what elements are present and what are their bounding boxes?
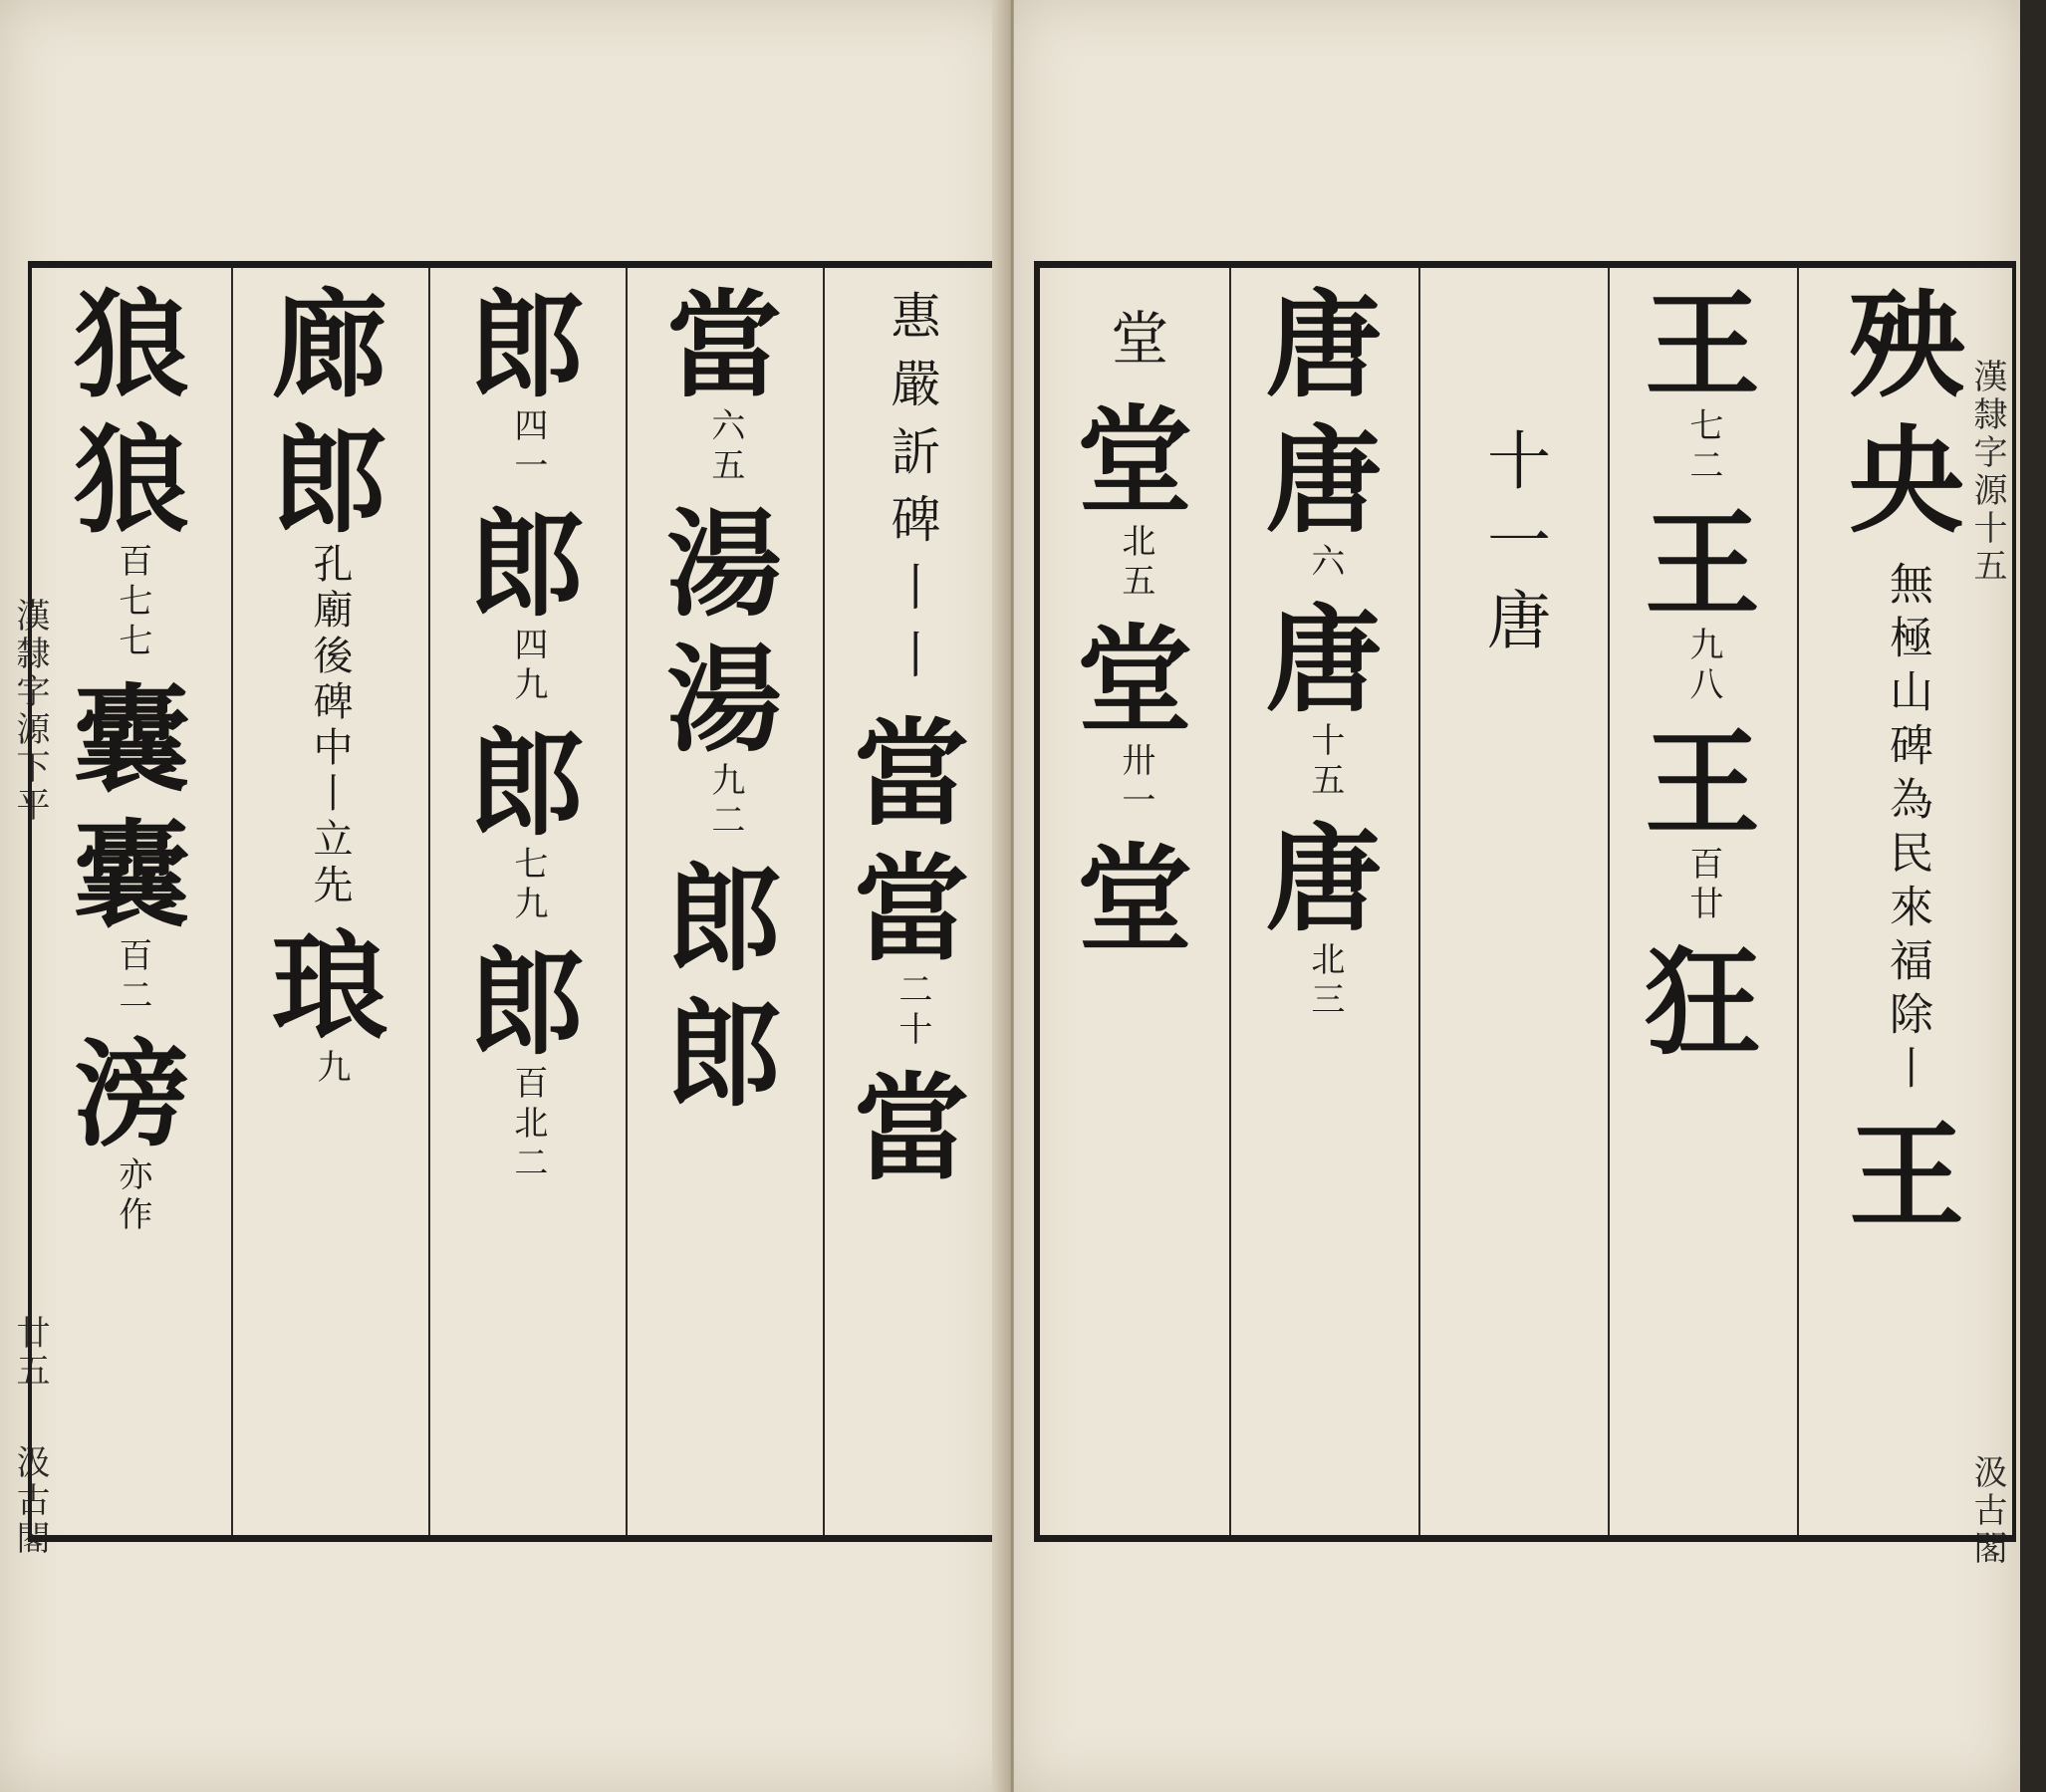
- glyph: 狼: [74, 413, 189, 549]
- glyph: 唐: [1266, 278, 1382, 413]
- glyph: 湯: [666, 497, 782, 633]
- annotation: 七二: [1682, 407, 1723, 487]
- left-col-1: [823, 268, 1000, 1535]
- annotation: 九二: [704, 762, 745, 842]
- glyph: 王: [1849, 1109, 1964, 1244]
- annotation: 十五: [1304, 722, 1345, 802]
- glyph: 堂: [1077, 613, 1192, 748]
- left-col-5: [32, 268, 233, 1535]
- annotation: 九八: [1682, 627, 1723, 706]
- annotation: 孔廟後碑中丨立先: [307, 543, 353, 909]
- glyph: 滂: [74, 1027, 189, 1162]
- right-margin-title: 漢隸字源十五: [1967, 359, 2007, 586]
- note-line: 惠嚴訢碑丨丨: [883, 290, 941, 696]
- annotation: 百二: [112, 937, 152, 1017]
- right-col-5: [1040, 268, 1231, 1535]
- glyph: 當: [666, 278, 782, 413]
- annotation: 亦作: [112, 1156, 152, 1236]
- left-margin-title: 漢隸字源下平: [10, 598, 50, 825]
- glyph: 狼: [74, 278, 189, 413]
- section-heading: 十一唐: [1476, 427, 1550, 666]
- annotation: 卅一: [1115, 742, 1155, 822]
- annotation: 四一: [507, 407, 548, 487]
- annotation: 七九: [507, 846, 548, 925]
- glyph: 殃: [1849, 278, 1964, 413]
- glyph: 郎: [469, 716, 585, 852]
- annotation: 六: [1304, 543, 1345, 583]
- annotation: 百北二: [507, 1065, 548, 1184]
- glyph: 當: [854, 706, 969, 842]
- glyph: 郎: [666, 987, 782, 1123]
- glyph: 王: [1645, 497, 1760, 633]
- annotation: 六五: [704, 407, 745, 487]
- right-col-2: [1608, 268, 1799, 1535]
- glyph: 當: [854, 1061, 969, 1196]
- left-margin-page: 廿五: [10, 1315, 50, 1391]
- glyph: 郎: [272, 413, 387, 549]
- left-page: [0, 0, 1010, 1792]
- annotation: 二十: [892, 971, 932, 1051]
- right-text-frame: [1034, 261, 2016, 1542]
- glyph: 廊: [272, 278, 387, 413]
- annotation: 九: [310, 1049, 351, 1089]
- left-col-3: [428, 268, 628, 1535]
- annotation: 四九: [507, 627, 548, 706]
- glyph: 唐: [1266, 413, 1382, 549]
- annotation: 北三: [1304, 941, 1345, 1021]
- glyph: 堂: [1101, 308, 1169, 384]
- left-text-frame: [28, 261, 1002, 1542]
- annotation: 北五: [1115, 523, 1155, 603]
- glyph: 堂: [1077, 832, 1192, 967]
- glyph: 琅: [272, 919, 387, 1055]
- annotation: 百七七: [112, 543, 152, 662]
- glyph: 狂: [1645, 935, 1760, 1071]
- right-col-1: [1797, 268, 2016, 1535]
- glyph: 郎: [666, 852, 782, 987]
- glyph: 囊: [74, 808, 189, 943]
- left-col-2: [626, 268, 825, 1535]
- left-col-4: [231, 268, 430, 1535]
- glyph: 郎: [469, 278, 585, 413]
- glyph: 唐: [1266, 812, 1382, 947]
- note-line: 無極山碑為民來福除丨: [1881, 561, 1932, 1099]
- glyph: 囊: [74, 672, 189, 808]
- glyph: 唐: [1266, 593, 1382, 728]
- glyph: 堂: [1077, 393, 1192, 529]
- glyph: 央: [1849, 413, 1964, 549]
- glyph: 王: [1645, 278, 1760, 413]
- right-page: [1014, 0, 2020, 1792]
- left-margin-publisher: 汲古閣: [10, 1444, 50, 1558]
- glyph: 郎: [469, 497, 585, 633]
- glyph: 湯: [666, 633, 782, 768]
- right-col-3: [1418, 268, 1610, 1535]
- glyph: 當: [854, 842, 969, 977]
- glyph: 郎: [469, 935, 585, 1071]
- annotation: 百廿: [1682, 846, 1723, 925]
- glyph: 王: [1645, 716, 1760, 852]
- right-col-4: [1229, 268, 1420, 1535]
- right-margin-publisher: 汲古閣: [1967, 1454, 2007, 1568]
